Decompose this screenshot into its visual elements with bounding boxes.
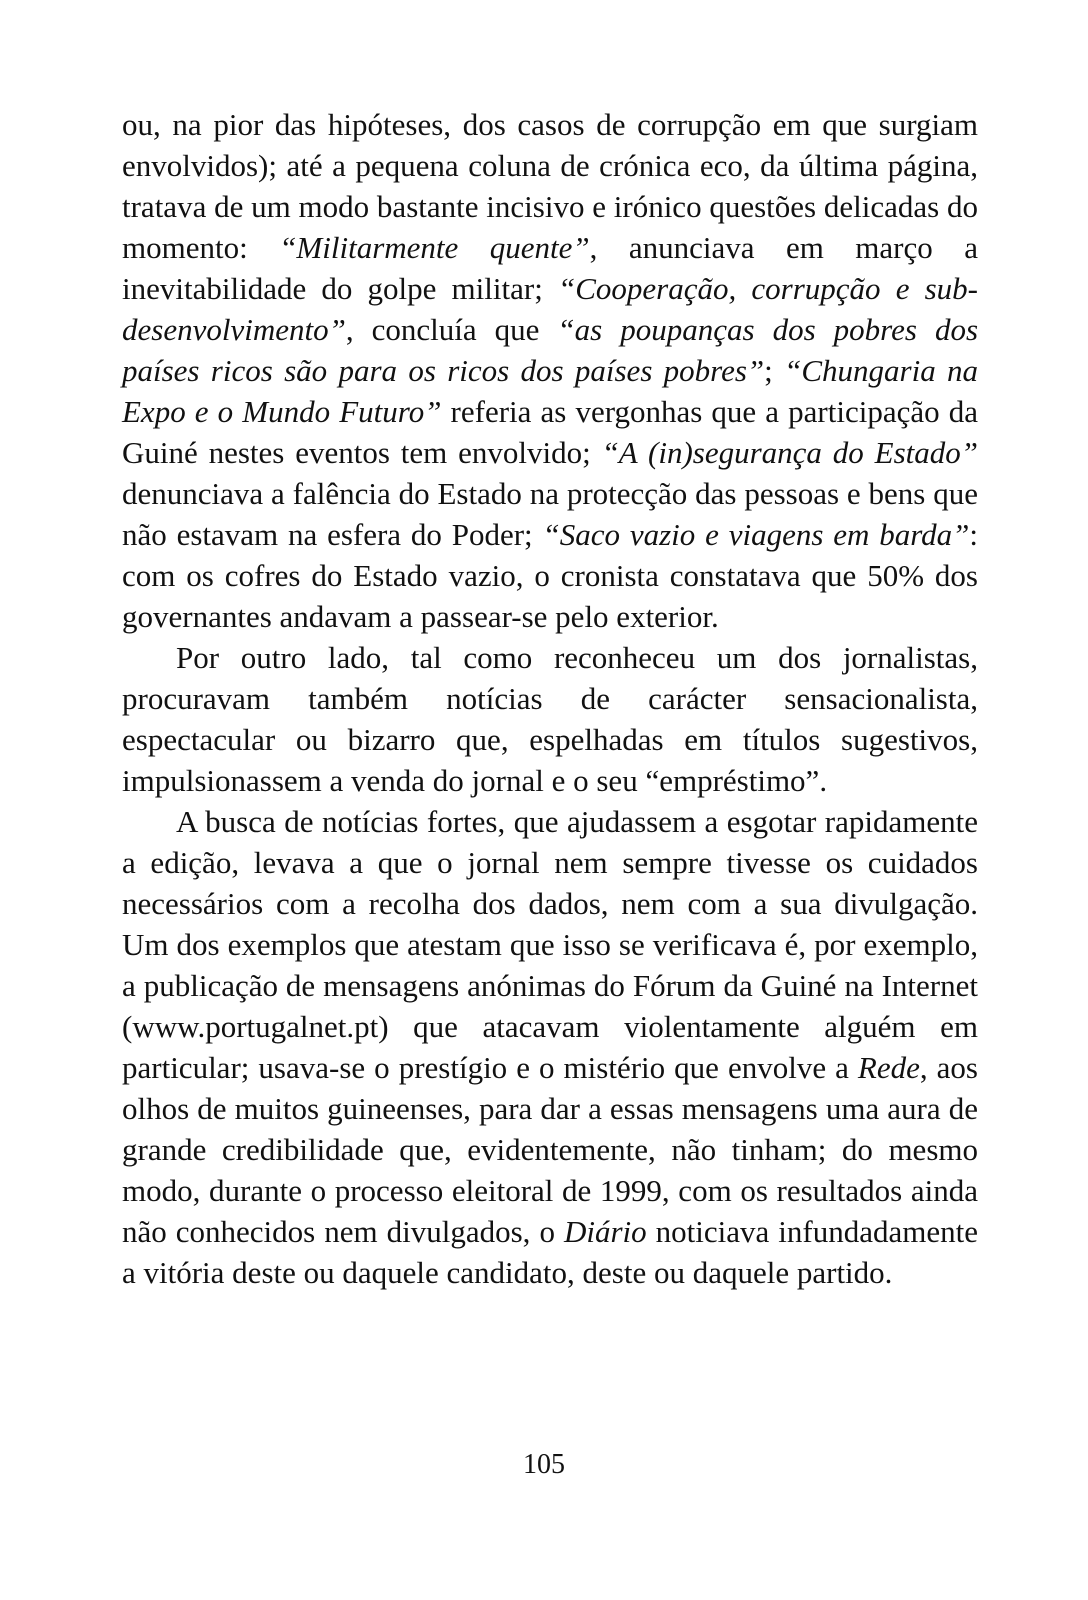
paragraph-3	[122, 801, 978, 1293]
italic-quote: “Cooperação, corrupção e sub-desenvolvimento”	[122, 271, 978, 347]
text-run: Por outro lado, tal como reconheceu um dos jornalistas, procuravam também notícias de carácter sensacionalista, espectacular ou bizarro que, espelhadas em títulos sugestivos, impulsionassem a venda do jornal e o seu “empréstimo”.	[122, 640, 978, 798]
italic-term: Rede	[857, 1050, 920, 1085]
text-run: denunciava a falência do Estado na protecção das pessoas e bens que não estavam na esfera do Poder;	[122, 476, 978, 552]
italic-quote: “Chungaria na Expo e o Mundo Futuro”	[122, 353, 978, 429]
text-run: referia as vergonhas que a participação da Guiné nestes eventos tem envolvido;	[122, 394, 978, 470]
italic-quote: “as poupanças dos pobres dos países ricos são para os ricos dos países pobres”	[122, 312, 979, 388]
italic-quote: “Militarmente quente”	[279, 230, 590, 265]
paragraph-1	[122, 104, 978, 637]
text-run: ou, na pior das hipóteses, dos casos de corrupção em que surgiam envolvidos); até a pequena coluna de crónica eco, da última página, tratava de um modo bastante incisivo e irónico questões delicadas do momento:	[122, 107, 978, 265]
text-run: , concluía que	[345, 312, 558, 347]
page-body	[122, 104, 978, 1293]
text-run: : com os cofres do Estado vazio, o cronista constatava que 50% dos governantes andavam a passear-se pelo exterior.	[122, 517, 978, 634]
text-run: A busca de notícias fortes, que ajudassem a esgotar rapidamente a edição, levava a que o jornal nem sempre tivesse os cuidados necessários com a recolha dos dados, nem com a sua divulgação. Um dos exemplos que atestam que isso se verificava é, por exemplo, a publicação de mensagens anónimas do Fórum da Guiné na Internet (www.portugalnet.pt) que atacavam violentamente alguém em particular; usava-se o prestígio e o mistério que envolve a	[122, 804, 978, 1085]
page-number: 105	[523, 1449, 565, 1480]
italic-term: Diário	[563, 1214, 647, 1249]
text-run: , anunciava em março a inevitabilidade do golpe militar;	[122, 230, 978, 306]
text-run: ;	[764, 353, 785, 388]
text-run: , aos olhos de muitos guineenses, para dar a essas mensagens uma aura de grande credibilidade que, evidentemente, não tinham; do mesmo modo, durante o processo eleitoral de 1999, com os resultados ainda não conhecidos nem divulgados, o	[122, 1050, 978, 1249]
italic-quote: “Saco vazio e viagens em barda”	[542, 517, 970, 552]
text-run: noticiava infundadamente a vitória deste ou daquele candidato, deste ou daquele partido.	[122, 1214, 978, 1290]
paragraph-2	[122, 637, 978, 801]
italic-quote: “A (in)segurança do Estado”	[601, 435, 978, 470]
